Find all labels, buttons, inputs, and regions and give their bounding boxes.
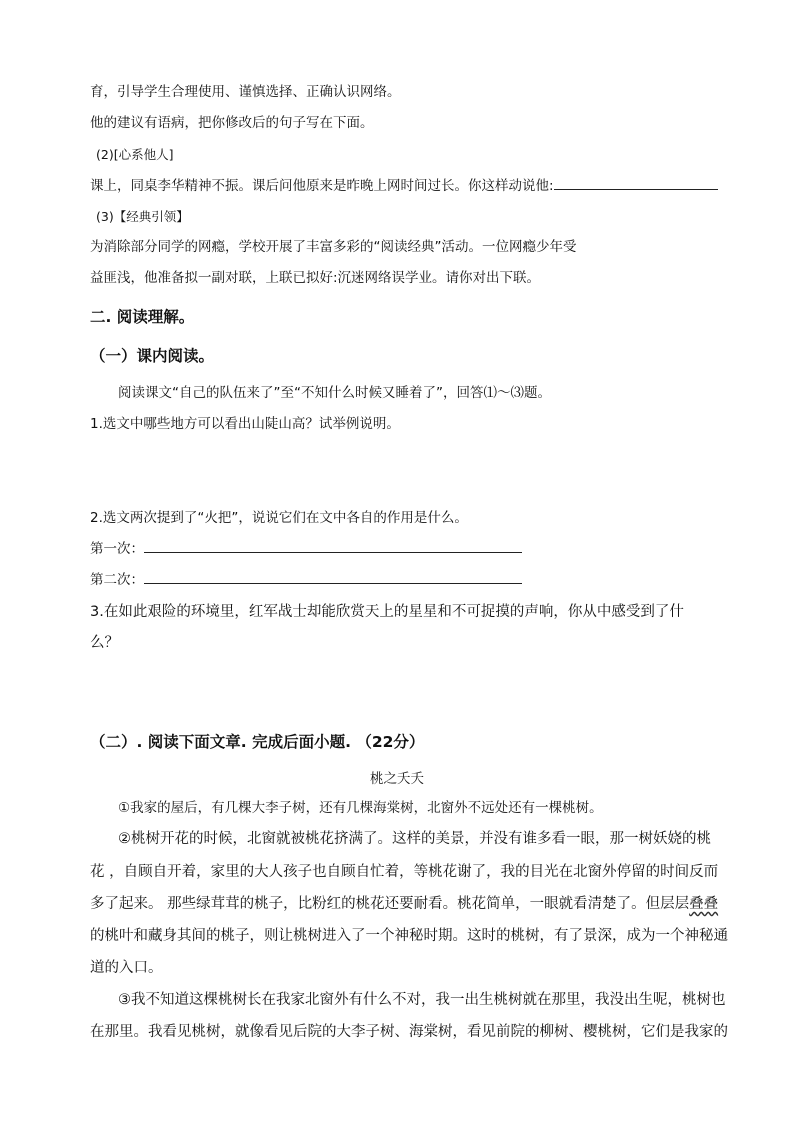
answer-blank[interactable]: [144, 571, 522, 584]
answer-label: 第二次：: [90, 572, 144, 588]
article-paragraph: ①我家的屋后，有几棵大李子树，还有几棵海棠树，北窗外不远处还有一棵桃树。: [118, 800, 603, 816]
article-line: 道的入口。: [90, 960, 163, 976]
wavy-underlined-word: 叠叠: [689, 896, 719, 912]
article-line: 在那里。我看见桃树，就像看见后院的大李子树、海棠树，看见前院的柳树、樱桃树，它们是我家的: [90, 1024, 728, 1040]
text-line: 他的建议有语病，把你修改后的句子写在下面。: [90, 115, 374, 131]
section-heading: 二. 阅读理解。: [90, 308, 195, 326]
intro-text: 阅读课文“自己的队伍来了”至“不知什么时候又睡着了”，回答⑴～⑶题。: [118, 385, 551, 401]
article-line-text: 多了起来。 那些绿茸茸的桃子，比粉红的桃花还要耐看。桃花简单，一眼就看清楚了。但层层: [90, 896, 690, 912]
question-3-cont: 么？: [90, 635, 119, 651]
article-paragraph: ②桃树开花的时候，北窗就被桃花挤满了。这样的美景，并没有谁多看一眼，那一树妖娆的桃: [118, 831, 711, 847]
question-1: 1.选文中哪些地方可以看出山陡山高？试举例说明。: [90, 416, 400, 432]
answer-label: 第一次：: [90, 541, 144, 557]
answer-line-second: [90, 571, 522, 589]
question-label: (3)【经典引领】: [96, 209, 189, 224]
question-text-content: 课上，同桌李华精神不振。课后问他原来是昨晚上网时间过长。你这样动说他:: [90, 178, 554, 194]
article-line: 花 ，自顾自开着，家里的大人孩子也自顾自忙着，等桃花谢了，我的目光在北窗外停留的时间反而: [90, 864, 719, 880]
answer-blank[interactable]: [144, 540, 522, 553]
article-line: [90, 895, 718, 913]
question-3: 3.在如此艰险的环境里，红军战士却能欣赏天上的星星和不可捉摸的声响，你从中感受到了什: [90, 604, 684, 620]
answer-blank[interactable]: [554, 177, 718, 190]
answer-line-first: [90, 540, 522, 558]
text-line: 育，引导学生合理使用、谨慎选择、正确认识网络。: [90, 84, 401, 100]
subsection-heading: （一）课内阅读。: [90, 347, 215, 365]
article-paragraph: ③我不知道这棵桃树长在我家北窗外有什么不对，我一出生桃树就在那里，我没出生呢，桃树也: [118, 992, 726, 1008]
text-line: 益匪浅，他准备拟一副对联，上联已拟好:沉迷网络误学业。请你对出下联。: [90, 270, 541, 286]
article-title: 桃之夭夭: [370, 771, 424, 787]
subsection-heading: （二）. 阅读下面文章. 完成后面小题. （22分）: [90, 733, 425, 751]
question-text: [90, 177, 718, 195]
question-label: (2)[心系他人]: [96, 147, 174, 162]
question-2: 2.选文两次提到了“火把”，说说它们在文中各自的作用是什么。: [90, 510, 468, 526]
article-line: 的桃叶和藏身其间的桃子，则让桃树进入了一个神秘时期。这时的桃树，有了景深，成为一个神秘通: [90, 928, 728, 944]
text-line: 为消除部分同学的网瘾，学校开展了丰富多彩的“阅读经典”活动。一位网瘾少年受: [90, 239, 577, 255]
